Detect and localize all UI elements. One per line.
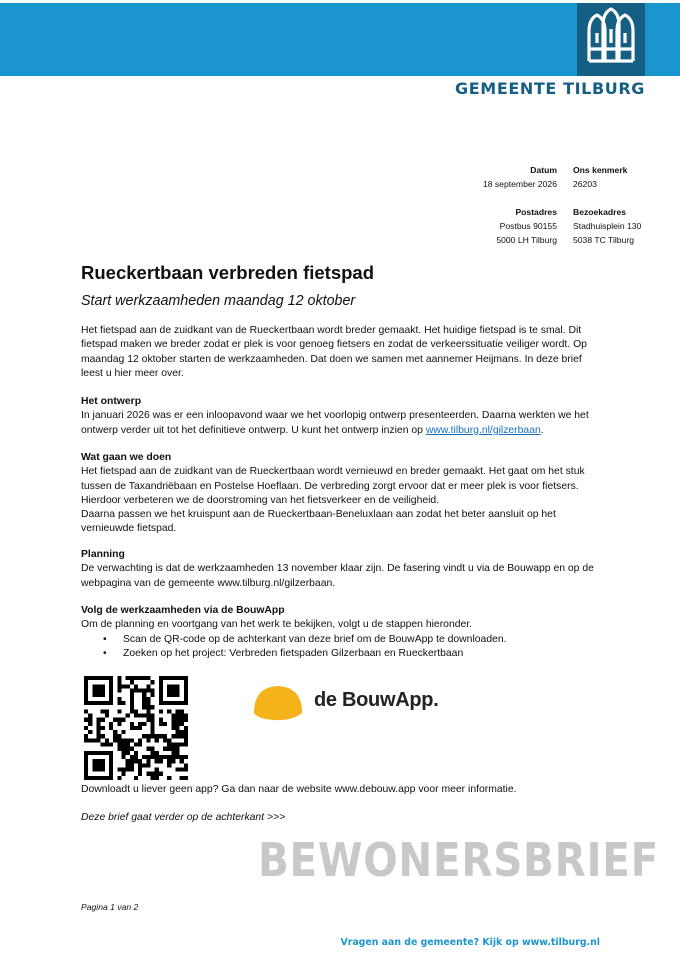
list-item: • Scan de QR-code op de achterkant van deze brief om de BouwApp te downloaden. bbox=[81, 633, 601, 647]
letter-subtitle: Start werkzaamheden maandag 12 oktober bbox=[81, 293, 356, 309]
planning-section bbox=[81, 548, 601, 591]
ontwerp-section bbox=[81, 395, 601, 438]
postadres-block bbox=[496, 205, 557, 247]
doen-text1: Het fietspad aan de zuidkant van de Rueckertbaan wordt vernieuwd en breder gemaakt. Het gaat om het stuk tussen de Taxandriëbaan en Postelse Hoeflaan. De verbreding zorgt ervoor dat er meer plek is voor fietsers. Hierdoor verbeteren we de doorstroming van het fietsverkeer en de veiligheid. bbox=[81, 466, 585, 506]
tilburg-logo bbox=[577, 3, 645, 76]
postadres-line1: Postbus 90155 bbox=[499, 221, 557, 231]
ontwerp-paragraph bbox=[81, 409, 601, 438]
download-section bbox=[81, 783, 601, 797]
ontwerp-end: . bbox=[540, 424, 544, 436]
planning-heading: Planning bbox=[81, 549, 125, 560]
bezoekadres-line2: 5038 TC Tilburg bbox=[573, 235, 634, 245]
bezoekadres-line1: Stadhuisplein 130 bbox=[573, 221, 642, 231]
intro-paragraph bbox=[81, 324, 601, 381]
bezoekadres-block bbox=[573, 205, 641, 247]
page-number: Pagina 1 van 2 bbox=[81, 902, 139, 912]
datum-block bbox=[483, 163, 557, 191]
bewonersbrief-stamp: BEWONERSBRIEF bbox=[258, 833, 659, 887]
ontwerp-link[interactable]: www.tilburg.nl/gilzerbaan bbox=[425, 424, 541, 436]
qr-code[interactable] bbox=[84, 676, 188, 780]
volg-heading: Volg de werkzaamheden via de BouwApp bbox=[81, 605, 285, 616]
letter-title: Rueckertbaan verbreden fietspad bbox=[81, 262, 375, 283]
volg-text: Om de planning en voortgang van het werk te bekijken, volgt u de stappen hieronder. bbox=[81, 619, 473, 631]
datum-label: Datum bbox=[530, 165, 557, 175]
download-text: Downloadt u liever geen app? Ga dan naar de website www.debouw.app voor meer informatie. bbox=[81, 784, 517, 795]
continue-text: Deze brief gaat verder op de achterkant >>> bbox=[81, 812, 286, 823]
datum-value: 18 september 2026 bbox=[482, 179, 557, 189]
doen-text2: Daarna passen we het kruispunt aan de Rueckertbaan-Beneluxlaan aan zodat het beter aansluit op het vernieuwde fietspad. bbox=[81, 509, 556, 535]
list-item: • Zoeken op het project: Verbreden fietspaden Gilzerbaan en Rueckertbaan bbox=[81, 647, 601, 661]
intro-text: Het fietspad aan de zuidkant van de Rueckertbaan wordt breder gemaakt. Het huidige fietspad is te smal. Dit fietspad maken we breder zodat er plek is voor genoeg fietsers en zodat de verkeerssituatie veiliger wordt. Op maandag 12 oktober starten de werkzaamheden. Dat doen we samen met aannemer Heijmans. In deze brief leest u hier meer over. bbox=[81, 325, 587, 379]
steps-list bbox=[81, 633, 601, 662]
kenmerk-value: 26203 bbox=[573, 179, 597, 189]
postadres-label: Postadres bbox=[515, 207, 557, 217]
org-name: GEMEENTE TILBURG bbox=[455, 79, 645, 98]
kenmerk-block bbox=[573, 163, 627, 191]
continue-section bbox=[81, 811, 601, 825]
kenmerk-label: Ons kenmerk bbox=[573, 165, 628, 175]
bouwapp-logo-text: de BouwApp. bbox=[314, 689, 439, 711]
bezoekadres-label: Bezoekadres bbox=[573, 207, 627, 217]
castle-towers-icon bbox=[577, 3, 645, 76]
postadres-line2: 5000 LH Tilburg bbox=[496, 235, 557, 245]
ontwerp-text: In januari 2026 was er een inloopavond waar we het voorlopig ontwerp presenteerden. Daarna werkten we het ontwerp verder uit tot het definitieve ontwerp. U kunt het ontwerp inzien op bbox=[81, 410, 589, 436]
planning-text: De verwachting is dat de werkzaamheden 13 november klaar zijn. De fasering vindt u via de Bouwapp en op de webpagina van de gemeente www.tilburg.nl/gilzerbaan. bbox=[81, 563, 594, 589]
doen-heading: Wat gaan we doen bbox=[81, 452, 172, 463]
footer-contact[interactable]: Vragen aan de gemeente? Kijk op www.tilburg.nl bbox=[340, 937, 600, 948]
ontwerp-heading: Het ontwerp bbox=[81, 396, 142, 407]
volg-section bbox=[81, 604, 601, 661]
doen-section bbox=[81, 451, 601, 537]
